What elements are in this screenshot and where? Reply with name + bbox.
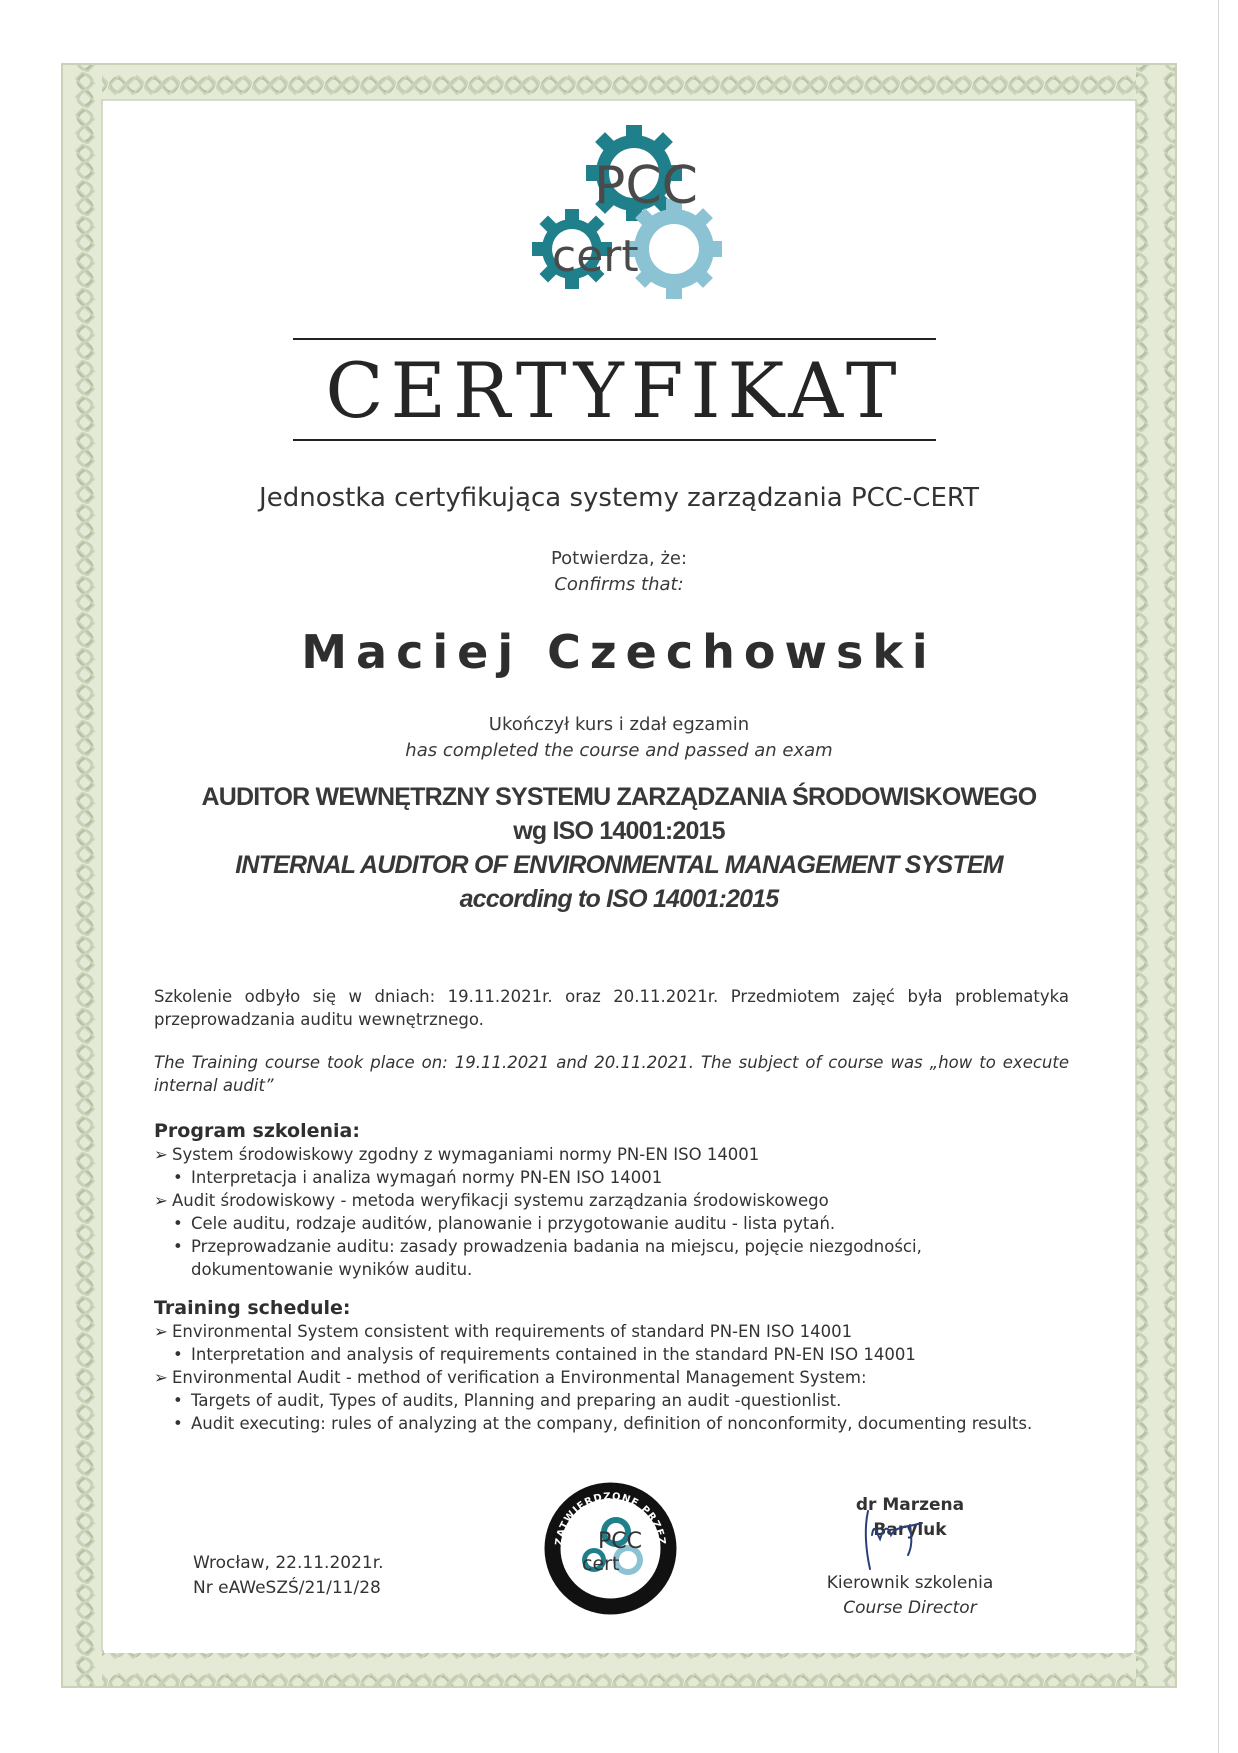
certificate-title: CERTYFIKAT [325, 346, 904, 435]
list-item-text: Audit środowiskowy - metoda weryfikacji systemu zarządzania środowiskowego [172, 1191, 829, 1210]
list-item [154, 1189, 1069, 1212]
list-item-text: Interpretation and analysis of requirements contained in the standard PN-EN ISO 14001 [191, 1345, 916, 1364]
training-details-pl: Szkolenie odbyło się w dniach: 19.11.2021r. oraz 20.11.2021r. Przedmiotem zajęć była problematyka przeprowadzania auditu wewnętrznego. [154, 987, 1069, 1029]
list-item [154, 1320, 1069, 1343]
confirmation-text [150, 546, 1088, 598]
list-item [154, 1143, 1069, 1166]
title-rule-top [293, 338, 936, 340]
list-item [154, 1389, 1069, 1412]
list-item-text: Cele auditu, rodzaje auditów, planowanie i przygotowanie auditu - lista pytań. [191, 1214, 836, 1233]
program-pl-heading: Program szkolenia: [154, 1120, 360, 1142]
seal-text-top: ZATWIERDZONE PRZEZ [553, 1491, 668, 1547]
dot-bullet-icon: • [173, 1168, 183, 1187]
completion-pl: Ukończył kurs i zdał egzamin [488, 714, 750, 735]
list-item-text: Environmental System consistent with requirements of standard PN-EN ISO 14001 [172, 1322, 853, 1341]
course-standard-en: according to ISO 14001:2015 [459, 885, 779, 913]
list-item-text: System środowiskowy zgodny z wymaganiami normy PN-EN ISO 14001 [172, 1145, 760, 1164]
course-standard-pl: wg ISO 14001:2015 [513, 817, 725, 845]
training-details-en: The Training course took place on: 19.11.2021 and 20.11.2021. The subject of course was „how to execute internal audit” [154, 1053, 1069, 1095]
issuer-subtitle: Jednostka certyfikująca systemy zarządzania PCC-CERT [259, 483, 979, 513]
seal-text-bottom: PCC-CERT [585, 1580, 636, 1597]
list-item-text: Interpretacja i analiza wymagań normy PN-EN ISO 14001 [191, 1168, 663, 1187]
director-name: dr Marzena Baryluk [855, 1495, 965, 1540]
list-item [154, 1166, 1069, 1189]
list-item [154, 1212, 1069, 1235]
certificate-number: Nr eAWeSZŚ/21/11/28 [193, 1578, 381, 1598]
pcc-cert-logo [514, 121, 728, 309]
program-en [154, 1296, 1069, 1435]
course-title-block [150, 780, 1088, 916]
list-item [154, 1235, 1069, 1281]
confirmation-pl: Potwierdza, że: [550, 548, 688, 569]
approval-seal [542, 1480, 679, 1617]
list-item-text: Environmental Audit - method of verification a Environmental Management System: [172, 1368, 867, 1387]
arrow-bullet-icon: ➢ [154, 1191, 168, 1210]
logo-text-bottom: cert [552, 231, 639, 282]
dot-bullet-icon: • [173, 1237, 183, 1256]
list-item [154, 1366, 1069, 1389]
dot-bullet-icon: • [173, 1391, 183, 1410]
arrow-bullet-icon: ➢ [154, 1368, 168, 1387]
dot-bullet-icon: • [173, 1414, 183, 1433]
director-role-pl: Kierownik szkolenia [826, 1573, 994, 1593]
list-item-text: Przeprowadzanie auditu: zasady prowadzenia badania na miejscu, pojęcie niezgodności, dokumentowanie wyników auditu. [191, 1237, 922, 1279]
course-title-pl: AUDITOR WEWNĘTRZNY SYSTEMU ZARZĄDZANIA ŚRODOWISKOWEGO [201, 783, 1037, 811]
program-en-list [154, 1320, 1069, 1435]
completion-en: has completed the course and passed an exam [405, 740, 833, 761]
dot-bullet-icon: • [173, 1214, 183, 1233]
completion-text [150, 712, 1088, 764]
program-pl-list [154, 1143, 1069, 1281]
seal-logo-bottom: cert [582, 1553, 620, 1575]
list-item-text: Targets of audit, Types of audits, Planning and preparing an audit -questionlist. [191, 1391, 842, 1410]
list-item [154, 1412, 1069, 1435]
program-en-heading: Training schedule: [154, 1297, 351, 1319]
confirmation-en: Confirms that: [554, 574, 684, 595]
director-role-en: Course Director [843, 1598, 977, 1618]
recipient-name: Maciej Czechowski [301, 625, 937, 679]
title-rule-bottom [293, 439, 936, 441]
dot-bullet-icon: • [173, 1345, 183, 1364]
arrow-bullet-icon: ➢ [154, 1322, 168, 1341]
program-pl [154, 1119, 1069, 1281]
place-date: Wrocław, 22.11.2021r. [193, 1553, 384, 1573]
course-title-en: INTERNAL AUDITOR OF ENVIRONMENTAL MANAGEMENT SYSTEM [235, 851, 1003, 879]
logo-text-top: PCC [594, 156, 698, 216]
page-edge-line [1218, 0, 1219, 1753]
issue-info [193, 1551, 384, 1601]
list-item-text: Audit executing: rules of analyzing at the company, definition of nonconformity, documenting results. [191, 1414, 1033, 1433]
seal-logo-top: PCC [598, 1529, 642, 1554]
list-item [154, 1343, 1069, 1366]
handwritten-signature [858, 1505, 950, 1573]
arrow-bullet-icon: ➢ [154, 1145, 168, 1164]
